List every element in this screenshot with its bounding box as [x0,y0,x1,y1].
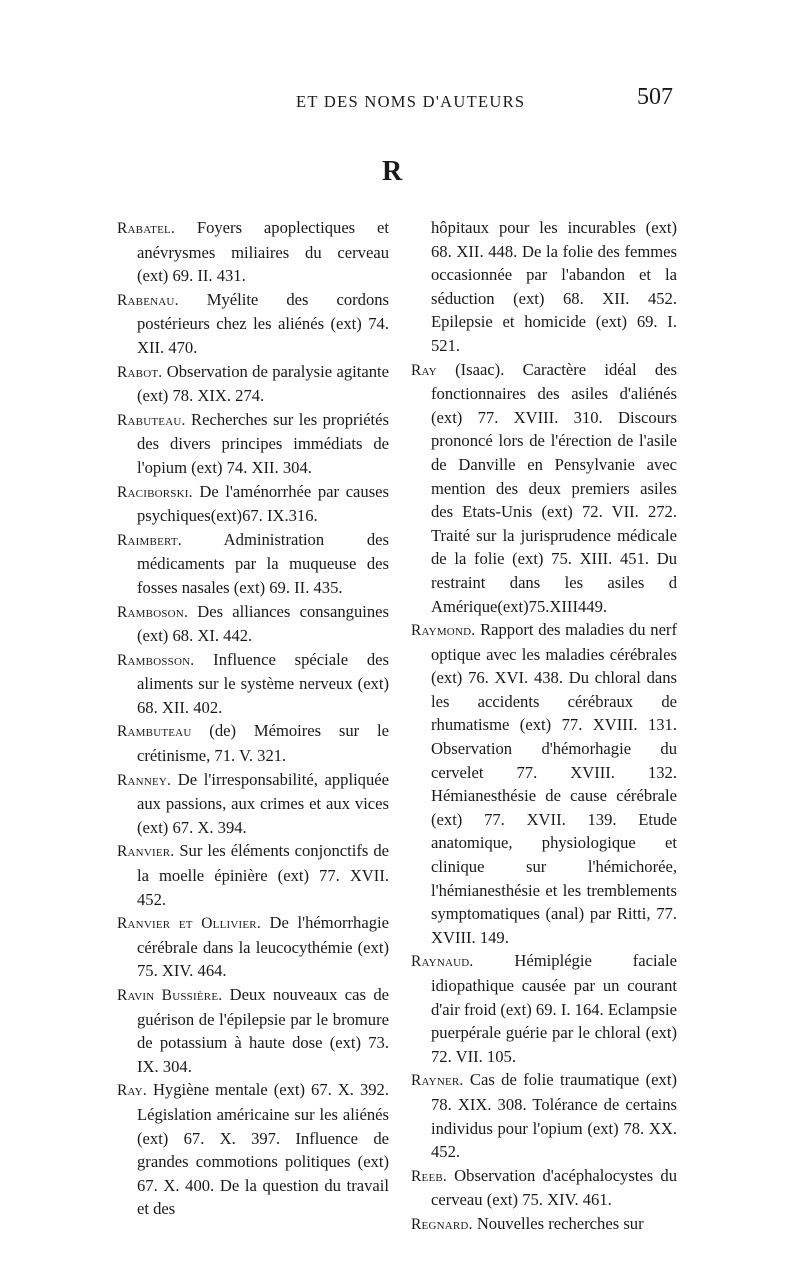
entry-author: Raynaud. [411,953,474,971]
entry-text: Cas de folie traumatique (ext) 78. XIX. 308. Tolérance de certains individus pour l'opium (ext) 78. XX. 452. [431,1070,677,1162]
entry-text: Hémiplégie faciale idiopathique causée par un courant d'air froid (ext) 69. I. 164. Eclampsie puerpérale guérie par le chloral (ext) 72. VII. 105. [431,951,677,1066]
index-entry [117,600,389,648]
entry-text: Administration des médicaments par la muqueuse des fosses nasales (ext) 69. II. 435. [137,529,389,597]
entry-text: Observation de paralysie agitante (ext) 78. XIX. 274. [137,361,389,406]
entry-text: (Isaac). Caractère idéal des fonctionnaires des asiles d'aliénés (ext) 77. XVIII. 310. Discours prononcé lors de l'érection de l'asile de Danville en Pensylvanie avec mention des deux premiers asiles des Etats-Unis (ext) 72. VII. 272. Traité sur la jurisprudence médicale de la folie (ext) 75. XIII. 451. Du restraint dans les asiles d Amérique(ext)75.XIII449. [431,359,677,616]
entry-text: hôpitaux pour les incurables (ext) 68. XII. 448. De la folie des femmes occasionnée par l'abandon et la séduction (ext) 68. XII. 452. Epilepsie et homicide (ext) 69. I. 521. [431,218,677,355]
entry-author: Reeb. [411,1167,447,1185]
entry-author: Regnard. [411,1215,473,1233]
index-entry [411,358,677,619]
entry-text: Myélite des cordons postérieurs chez les aliénés (ext) 74. XII. 470. [137,289,389,357]
index-entry [117,216,389,288]
index-entry [117,768,389,840]
index-entry [117,288,389,360]
page-number: 507 [637,84,673,110]
entry-text: Sur les éléments conjonctifs de la moelle épinière (ext) 77. XVII. 452. [137,841,389,909]
index-entry [411,949,677,1068]
index-entry [411,1164,677,1212]
entry-author: Ramboson. [117,603,189,621]
index-entry [117,983,389,1078]
entry-author: Ray. [117,1082,147,1100]
entry-text: Recherches sur les propriétés des divers principes immédiats de l'opium (ext) 74. XII. 304. [137,409,389,477]
index-entry [117,1078,389,1221]
entry-text: Foyers apoplectiques et anévrysmes miliaires du cerveau (ext) 69. II. 431. [137,218,389,286]
section-letter: R [382,156,403,187]
index-entry-continued [411,216,677,358]
index-entry [117,360,389,408]
entry-author: Rabatel. [117,220,175,237]
index-entry [411,1212,677,1237]
right-column [411,216,677,1237]
entry-text: Hygiène mentale (ext) 67. X. 392. Législation américaine sur les aliénés (ext) 67. X. 397. Influence de grandes commotions politiques (ext) 67. X. 400. De la question du travail et des [137,1080,390,1219]
entry-author: Ranney. [117,771,172,789]
entry-author: Ranvier. [117,843,175,861]
entry-author: Rabot. [117,363,163,381]
entry-text: Influence spéciale des aliments sur le système nerveux (ext) 68. XII. 402. [137,649,390,717]
entry-text: Rapport des maladies du nerf optique avec les maladies cérébrales (ext) 76. XVI. 438. Du chloral dans les accidents cérébraux de rhumatisme (ext) 77. XVIII. 131. Observation d'hémorhagie du cervelet 77. XVIII. 132. Hémianesthésie de cause cérébrale (ext) 77. XVII. 139. Etude anatomique, physiologique et clinique sur l'hémichorée, l'hémianesthésie et les tremblements symptomatiques (anal) par Ritti, 77. XVIII. 149. [431,620,677,947]
index-entry [117,719,389,767]
entry-text: Observation d'acéphalocystes du cerveau (ext) 75. XIV. 461. [431,1165,677,1210]
entry-text: (de) Mémoires sur le crétinisme, 71. V. 321. [137,721,389,766]
left-column [117,216,389,1221]
entry-text: De l'aménorrhée par causes psychiques(ext)67. IX.316. [137,481,389,526]
entry-author: Ranvier et Ollivier. [117,915,261,933]
entry-author: Rabuteau. [117,411,186,429]
index-entry [411,618,677,949]
entry-author: Rayner. [411,1072,464,1090]
index-entry [117,839,389,911]
entry-author: Ravin Bussière. [117,987,223,1004]
index-entry [117,911,389,983]
entry-text: Nouvelles recherches sur [476,1213,644,1233]
index-entry [411,1068,677,1163]
running-header: ET DES NOMS D'AUTEURS [296,92,526,111]
index-entry [117,528,389,600]
entry-author: Ray [411,361,437,379]
entry-text: Des alliances consanguines (ext) 68. XI. 442. [137,601,389,646]
index-entry [117,480,389,528]
entry-author: Raciborski. [117,483,193,501]
index-entry [117,648,389,720]
index-entry [117,408,389,480]
entry-text: De l'hémorrhagie cérébrale dans la leucocythémie (ext) 75. XIV. 464. [137,913,389,981]
entry-author: Rambuteau [117,723,192,741]
entry-author: Rabenau. [117,291,179,309]
entry-author: Raimbert. [117,531,182,549]
entry-text: De l'irresponsabilité, appliquée aux passions, aux crimes et aux vices (ext) 67. X. 394. [137,769,390,837]
entry-text: Deux nouveaux cas de guérison de l'épilepsie par le bromure de potassium à haute dose (ext) 73. IX. 304. [137,985,390,1076]
entry-author: Raymond. [411,622,476,640]
entry-author: Rambosson. [117,651,195,669]
